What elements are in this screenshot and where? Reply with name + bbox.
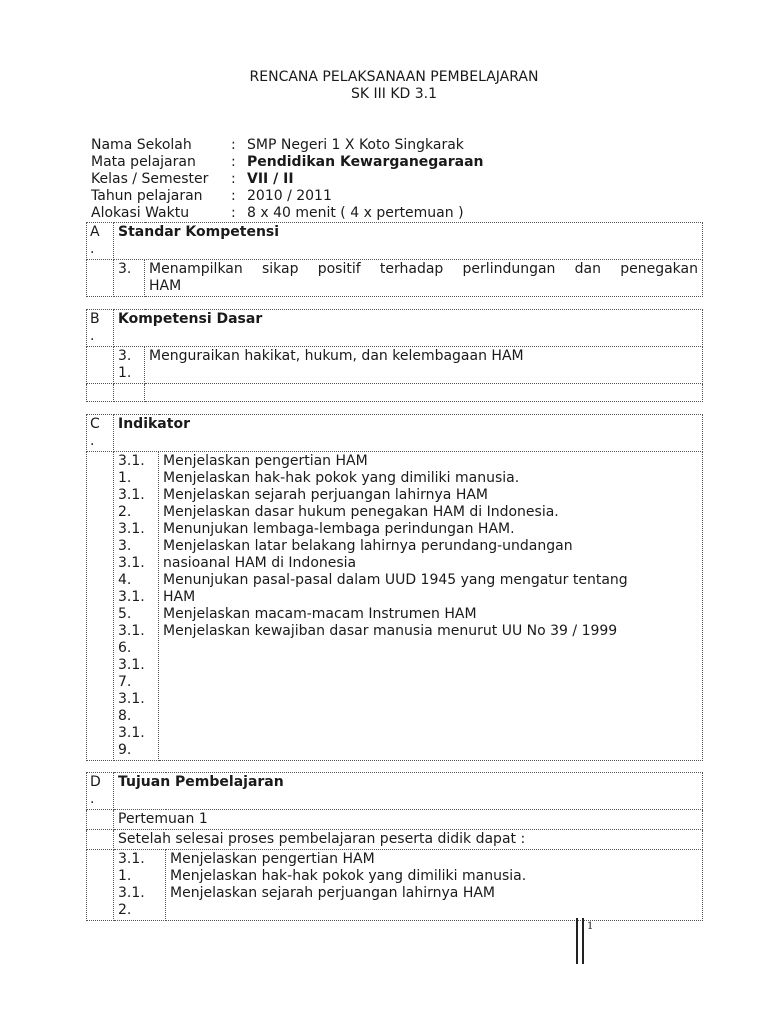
indicator-number: 3. bbox=[118, 538, 132, 554]
indicator-number: 9. bbox=[118, 742, 132, 758]
indicator-item: Menjelaskan pengertian HAM bbox=[163, 453, 368, 469]
section-letter: A . bbox=[87, 223, 114, 260]
section-letter: D . bbox=[87, 773, 114, 810]
indicator-number: 3.1. bbox=[118, 453, 145, 469]
document-title: RENCANA PELAKSANAAN PEMBELAJARAN bbox=[249, 69, 539, 85]
indicator-number: 3.1. bbox=[118, 487, 145, 503]
objective-number: 1. bbox=[118, 868, 132, 884]
indicator-number: 3.1. bbox=[118, 725, 145, 741]
indicator-number: 3.1. bbox=[118, 657, 145, 673]
page-number: 1 bbox=[587, 921, 594, 932]
info-subject: Mata pelajaran : Pendidikan Kewarganegaraan bbox=[91, 154, 484, 170]
indicator-number: 3.1. bbox=[118, 589, 145, 605]
info-label: Mata pelajaran bbox=[91, 154, 196, 170]
indicator-number: 8. bbox=[118, 708, 132, 724]
document-subtitle: SK III KD 3.1 bbox=[350, 86, 438, 102]
indicator-item: Menjelaskan sejarah perjuangan lahirnya HAM bbox=[163, 487, 489, 503]
info-year: Tahun pelajaran : 2010 / 2011 bbox=[91, 188, 332, 204]
info-class: Kelas / Semester : VII / II bbox=[91, 171, 294, 187]
section-letter: C . bbox=[87, 415, 114, 452]
indicator-number: 3.1. bbox=[118, 521, 145, 537]
indicator-numbers bbox=[114, 452, 159, 761]
section-d-table bbox=[86, 772, 703, 921]
info-school: Nama Sekolah : SMP Negeri 1 X Koto Singkarak bbox=[91, 137, 464, 153]
standard-competency-text: Menampilkan sikap positif terhadap perlindungan dan penegakan HAM bbox=[145, 260, 703, 297]
section-c-table bbox=[86, 414, 703, 761]
indicator-number: 5. bbox=[118, 606, 132, 622]
indicator-number: 1. bbox=[118, 470, 132, 486]
info-label: Tahun pelajaran bbox=[91, 188, 203, 204]
item-number: 3. bbox=[114, 260, 145, 297]
objective-list bbox=[166, 850, 703, 921]
info-label: Nama Sekolah bbox=[91, 137, 192, 153]
indicator-number: 2. bbox=[118, 504, 132, 520]
indicator-item: Menunjukan lembaga-lembaga perindungan HAM. bbox=[163, 521, 515, 537]
section-a-table bbox=[86, 222, 703, 297]
info-label: Alokasi Waktu bbox=[91, 205, 190, 221]
objective-item: Menjelaskan pengertian HAM bbox=[170, 851, 375, 867]
page-divider-bars bbox=[576, 918, 586, 964]
indicator-number: 7. bbox=[118, 674, 132, 690]
info-time: Alokasi Waktu : 8 x 40 menit ( 4 x pertemuan ) bbox=[91, 205, 464, 221]
indicator-number: 3.1. bbox=[118, 623, 145, 639]
basic-competency-text: Menguraikan hakikat, hukum, dan kelembagaan HAM bbox=[145, 347, 703, 384]
objective-item: Menjelaskan hak-hak pokok yang dimiliki manusia. bbox=[170, 868, 527, 884]
objective-number: 2. bbox=[118, 902, 132, 918]
objective-item: Menjelaskan sejarah perjuangan lahirnya HAM bbox=[170, 885, 496, 901]
section-title: Kompetensi Dasar bbox=[114, 310, 703, 347]
section-title: Standar Kompetensi bbox=[114, 223, 703, 260]
info-value: VII / II bbox=[247, 171, 294, 187]
info-value: 2010 / 2011 bbox=[247, 188, 332, 204]
indicator-number: 3.1. bbox=[118, 691, 145, 707]
indicator-number: 6. bbox=[118, 640, 132, 656]
indicator-item: Menjelaskan latar belakang lahirnya perundang-undangan bbox=[163, 538, 573, 554]
section-letter: B . bbox=[87, 310, 114, 347]
indicator-item: Menjelaskan kewajiban dasar manusia menurut UU No 39 / 1999 bbox=[163, 623, 618, 639]
section-title: Tujuan Pembelajaran bbox=[114, 773, 703, 810]
info-label: Kelas / Semester bbox=[91, 171, 209, 187]
objective-number: 3.1. bbox=[118, 851, 145, 867]
item-number: 3. 1. bbox=[114, 347, 145, 384]
objective-number: 3.1. bbox=[118, 885, 145, 901]
indicator-number: 4. bbox=[118, 572, 132, 588]
meeting-label: Pertemuan 1 bbox=[114, 810, 703, 830]
objective-numbers bbox=[114, 850, 166, 921]
indicator-item: nasioanal HAM di Indonesia bbox=[163, 555, 357, 571]
indicator-list bbox=[159, 452, 703, 761]
section-title: Indikator bbox=[114, 415, 703, 452]
info-value: SMP Negeri 1 X Koto Singkarak bbox=[247, 137, 464, 153]
indicator-item: HAM bbox=[163, 589, 196, 605]
indicator-item: Menjelaskan macam-macam Instrumen HAM bbox=[163, 606, 477, 622]
section-b-table bbox=[86, 309, 703, 402]
info-value: Pendidikan Kewarganegaraan bbox=[247, 154, 484, 170]
indicator-number: 3.1. bbox=[118, 555, 145, 571]
indicator-item: Menunjukan pasal-pasal dalam UUD 1945 yang mengatur tentang bbox=[163, 572, 628, 588]
indicator-item: Menjelaskan dasar hukum penegakan HAM di Indonesia. bbox=[163, 504, 559, 520]
objective-intro: Setelah selesai proses pembelajaran peserta didik dapat : bbox=[114, 830, 703, 850]
info-value: 8 x 40 menit ( 4 x pertemuan ) bbox=[247, 205, 464, 221]
indicator-item: Menjelaskan hak-hak pokok yang dimiliki manusia. bbox=[163, 470, 520, 486]
